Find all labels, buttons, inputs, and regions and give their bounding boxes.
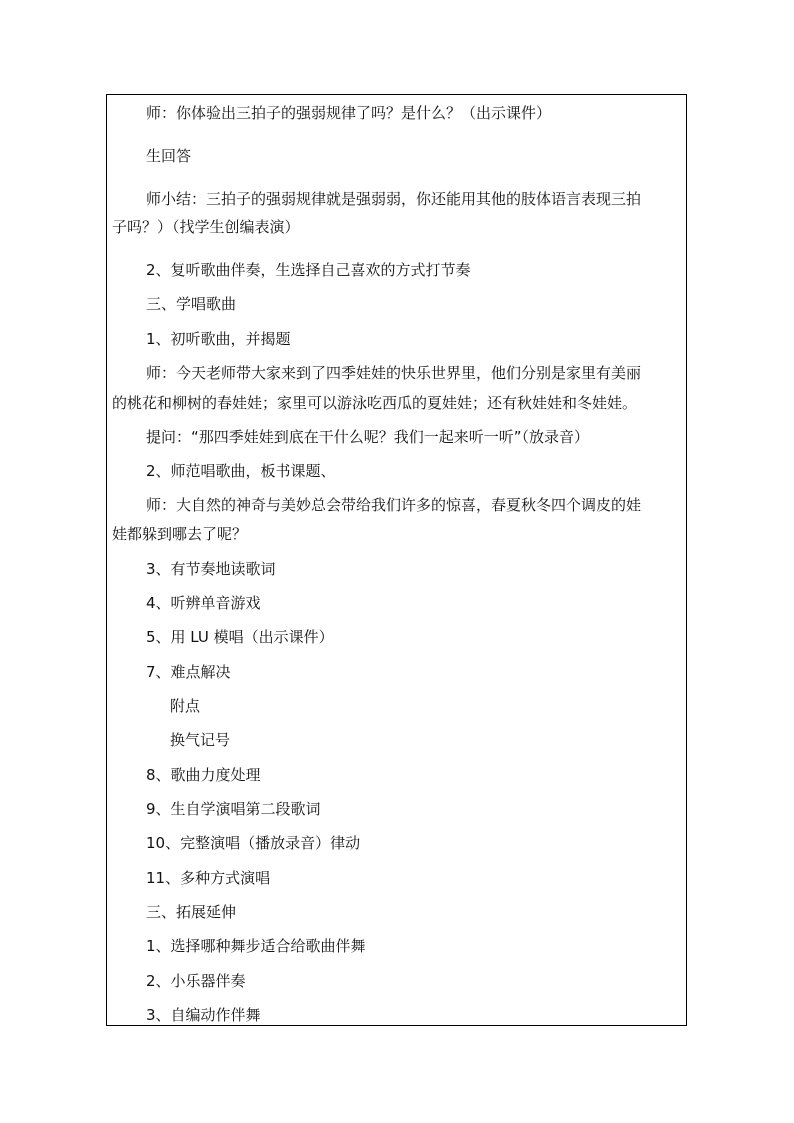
- section-heading-learn-song: 三、学唱歌曲: [146, 295, 237, 313]
- step-self-study-verse2: 9、生自学演唱第二段歌词: [146, 800, 321, 818]
- section-heading-extension: 三、拓展延伸: [146, 903, 237, 921]
- paragraph-teacher-question: 师：你体验出三拍子的强弱规律了吗？是什么？（出示课件）: [146, 104, 552, 122]
- step-read-lyrics: 3、有节奏地读歌词: [146, 560, 276, 578]
- step-listen-accompaniment: 2、复听歌曲伴奏，生选择自己喜欢的方式打节奏: [146, 261, 471, 279]
- paragraph-teacher-nature-line1: 师：大自然的神奇与美妙总会带给我们许多的惊喜，春夏秋冬四个调皮的娃: [146, 496, 642, 514]
- step-varied-singing: 11、多种方式演唱: [146, 869, 271, 887]
- paragraph-teacher-intro-line1: 师：今天老师带大家来到了四季娃娃的快乐世界里，他们分别是家里有美丽: [146, 364, 642, 382]
- step-difficulties: 7、难点解决: [146, 663, 231, 681]
- step-full-performance: 10、完整演唱（播放录音）律动: [146, 834, 361, 852]
- paragraph-teacher-summary-line1: 师小结：三拍子的强弱规律就是强弱弱，你还能用其他的肢体语言表现三拍: [146, 190, 642, 208]
- step-first-listen: 1、初听歌曲，并揭题: [146, 330, 291, 348]
- paragraph-teacher-nature-line2: 娃都躲到哪去了呢？: [112, 525, 248, 543]
- step-dynamics: 8、歌曲力度处理: [146, 766, 261, 784]
- paragraph-student-answer: 生回答: [146, 147, 192, 165]
- sub-item-dotted-note: 附点: [170, 697, 201, 715]
- step-dance-steps: 1、选择哪种舞步适合给歌曲伴舞: [146, 937, 366, 955]
- paragraph-question: 提问：“那四季娃娃到底在干什么呢？我们一起来听一听”（放录音）: [146, 428, 590, 446]
- sub-item-breath-mark: 换气记号: [170, 731, 231, 749]
- paragraph-teacher-summary-line2: 子吗？）（找学生创编表演）: [112, 218, 300, 236]
- step-pitch-game: 4、听辨单音游戏: [146, 594, 261, 612]
- step-self-choreography: 3、自编动作伴舞: [146, 1006, 261, 1024]
- step-lu-humming: 5、用 LU 模唱（出示课件）: [146, 628, 334, 646]
- step-teacher-sing: 2、师范唱歌曲，板书课题、: [146, 462, 336, 480]
- step-small-instruments: 2、小乐器伴奏: [146, 972, 246, 990]
- paragraph-teacher-intro-line2: 的桃花和柳树的春娃娃；家里可以游泳吃西瓜的夏娃娃；还有秋娃娃和冬娃娃。: [112, 394, 638, 412]
